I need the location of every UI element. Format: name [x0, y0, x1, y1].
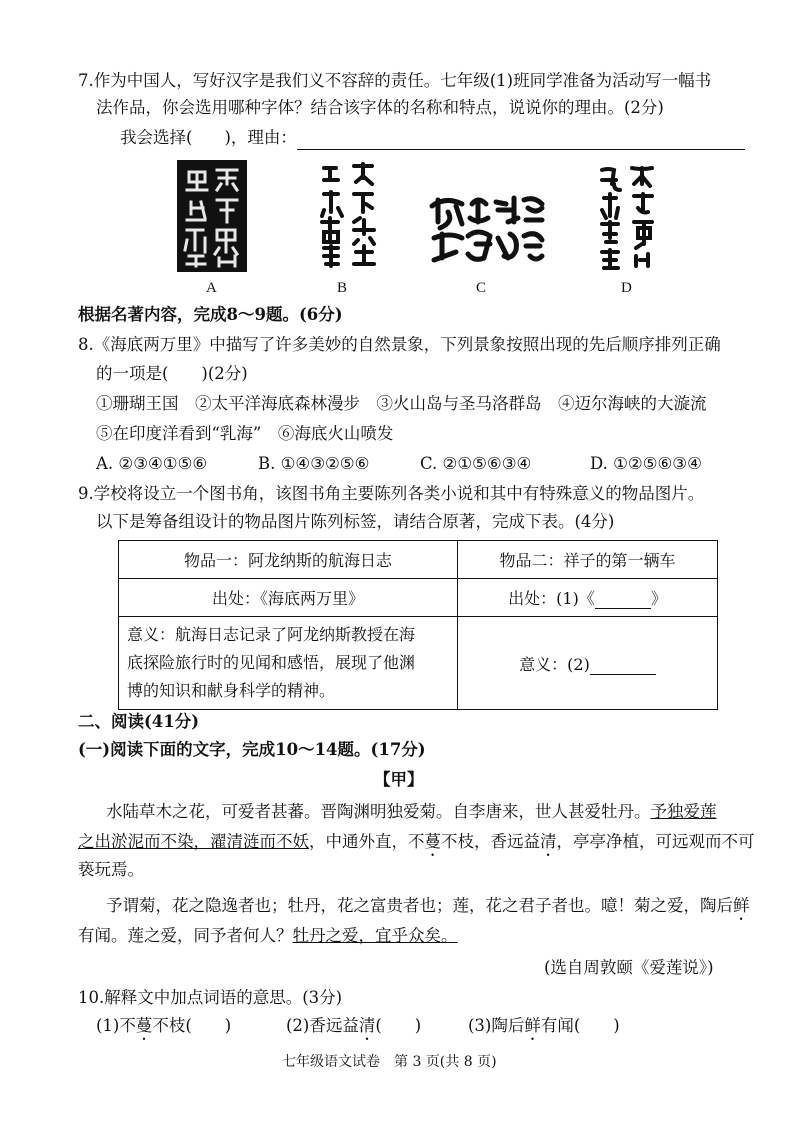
q8-choice-a[interactable]: A. ②③④①⑤⑥ — [96, 454, 208, 473]
table-source-item1: 出处：《海底两万里》 — [119, 579, 458, 617]
q10-sub2[interactable] — [286, 1014, 421, 1044]
passage-underlined: 牡丹之爱，宜乎众矣。 — [292, 926, 458, 945]
q7-choose-line — [120, 126, 745, 150]
q7-reason-blank[interactable] — [297, 149, 745, 150]
q10-line1: 10.解释文中加点词语的意思。(3分) — [78, 988, 343, 1007]
source2-blank[interactable] — [595, 608, 651, 609]
q8-line2: 的一项是( )(2分) — [96, 364, 248, 383]
q10-sub1-dotted: 蔓 — [135, 1016, 153, 1035]
passage-text: 有闻。莲之爱，同予者何人？ — [78, 926, 293, 945]
section2-heading: 二、阅读(41分) — [78, 712, 200, 731]
meaning1-line1: 意义：航海日志记录了阿龙纳斯教授在海 — [127, 625, 416, 644]
q9-items-table — [118, 540, 718, 710]
option-label-a: A — [206, 280, 217, 296]
q7-choose-prefix: 我会选择( — [120, 128, 193, 147]
passage-p1-line1 — [106, 800, 717, 824]
q9-line1: 9.学校将设立一个图书角，该图书角主要陈列各类小说和其中有特殊意义的物品图片。 — [78, 484, 705, 503]
q10-sub1-pre: (1)不 — [96, 1016, 136, 1035]
passage-text: 水陆草木之花，可爱者甚蕃。晋陶渊明独爱菊。自李唐来，世人甚爱牡丹。 — [106, 802, 651, 821]
passage-text: ，亭亭净植，可远观而不可 — [556, 832, 755, 851]
passage-text: 不枝，香远益 — [441, 832, 540, 851]
q8-items-line2: ⑤在印度洋看到“乳海” ⑥海底火山喷发 — [96, 424, 394, 443]
passage-underlined: 予独爱莲 — [650, 802, 717, 821]
calligraphy-a-image — [177, 160, 247, 272]
q7-line1: 7.作为中国人，写好汉字是我们义不容辞的责任。七年级(1)班同学准备为活动写一幅书 — [78, 71, 712, 90]
option-label-c: C — [476, 280, 487, 296]
meaning2-blank[interactable] — [590, 674, 656, 675]
passage-dotted-word: 鲜 — [733, 896, 750, 915]
page-footer: 七年级语文试卷 第 3 页(共 8 页) — [282, 1054, 497, 1070]
passage-text: 予谓菊，花之隐逸者也；牡丹，花之富贵者也；莲，花之君子者也。噫！菊之爱，陶后 — [106, 896, 733, 915]
passage-dotted-word: 清 — [540, 832, 557, 851]
q10-sub3[interactable] — [468, 1014, 620, 1044]
q7-line2: 法作品，你会选用哪种字体？结合该字体的名称和特点，说说你的理由。(2分) — [96, 98, 664, 117]
table-header-item2: 物品二：祥子的第一辆车 — [458, 541, 718, 579]
meaning1-line3: 博的知识和献身科学的精神。 — [127, 681, 336, 700]
q10-sub1[interactable] — [96, 1014, 231, 1044]
passage-p2-line1 — [106, 894, 750, 924]
table-meaning-item1 — [119, 617, 458, 710]
option-label-d: D — [621, 280, 632, 296]
q10-sub2-pre: (2)香远益 — [286, 1016, 359, 1035]
q8-choice-b[interactable]: B. ①④③②⑤⑥ — [258, 454, 370, 473]
meaning2-prefix: 意义：(2) — [519, 654, 590, 674]
q10-sub2-dotted: 清 — [358, 1016, 376, 1035]
part1-heading: (一)阅读下面的文字，完成10～14题。(17分) — [78, 740, 426, 759]
calligraphy-d-image — [598, 164, 656, 272]
calligraphy-b-image — [318, 160, 378, 270]
passage-text: ，中通外直，不 — [309, 832, 425, 851]
source2-prefix: 出处：(1)《 — [508, 589, 595, 608]
q10-sub3-pre: (3)陶后 — [468, 1016, 525, 1035]
q10-sub1-post: 不枝( ) — [152, 1016, 232, 1035]
table-source-item2 — [458, 579, 718, 617]
passage-source: (选自周敦颐《爱莲说》) — [544, 958, 714, 977]
q8-items-line1: ①珊瑚王国 ②太平洋海底森林漫步 ③火山岛与圣马洛群岛 ④迈尔海峡的大漩流 — [96, 394, 707, 413]
q8-line1: 8.《海底两万里》中描写了许多美妙的自然景象，下列景象按照出现的先后顺序排列正确 — [78, 335, 721, 354]
jia-label: 【甲】 — [374, 770, 424, 789]
q7-choose-mid: )，理由： — [224, 128, 297, 147]
q10-sub3-dotted: 鲜 — [524, 1016, 541, 1035]
q10-sub3-post: 有闻( ) — [540, 1016, 620, 1035]
section-8-9-heading: 根据名著内容，完成8～9题。(6分) — [78, 305, 343, 324]
option-label-b: B — [337, 280, 348, 296]
calligraphy-c-image — [428, 186, 546, 268]
source2-suffix: 》 — [650, 589, 667, 608]
table-row — [119, 541, 718, 579]
q10-sub2-post: ( ) — [375, 1016, 422, 1035]
passage-p1-line2 — [78, 830, 755, 860]
passage-p2-line2 — [78, 924, 458, 948]
passage-underlined: 之出淤泥而不染，濯清涟而不妖 — [78, 832, 309, 851]
table-row — [119, 617, 718, 710]
meaning1-line2: 底探险旅行时的见闻和感悟，展现了他渊 — [127, 653, 416, 672]
q8-choice-c[interactable]: C. ②①⑤⑥③④ — [420, 454, 532, 473]
q9-line2: 以下是筹备组设计的物品图片陈列标签，请结合原著，完成下表。(4分) — [96, 512, 615, 531]
table-meaning-item2 — [458, 617, 718, 710]
passage-dotted-word: 蔓 — [424, 832, 441, 851]
passage-p1-line3: 亵玩焉。 — [78, 860, 144, 879]
table-header-item1: 物品一：阿龙纳斯的航海日志 — [119, 541, 458, 579]
q8-choice-d[interactable]: D. ①②⑤⑥③④ — [590, 454, 702, 473]
table-row — [119, 579, 718, 617]
